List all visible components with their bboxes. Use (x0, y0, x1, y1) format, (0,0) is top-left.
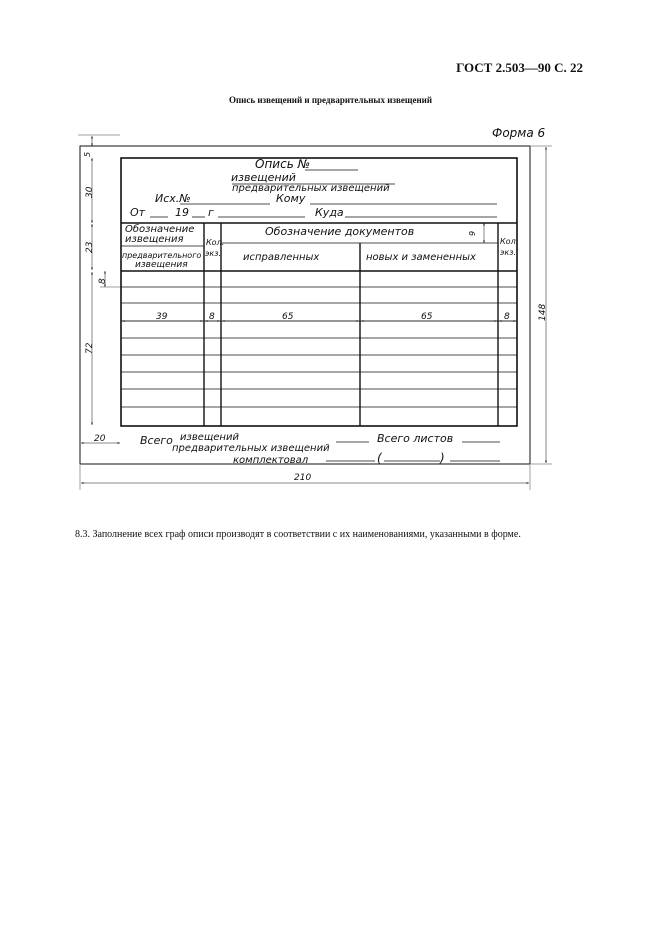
dim-8-b: 8 (504, 312, 510, 322)
total-l1: извещений (180, 432, 239, 443)
to-label: Кому (276, 192, 306, 205)
table-rows (121, 287, 517, 407)
col-qty-l1: Кол. (206, 238, 225, 247)
dim-30: 30 (85, 186, 95, 198)
col-qty2-l2: экз. (500, 248, 517, 257)
col-notice-l2: извещения (125, 234, 184, 245)
signature-open: ( (377, 451, 382, 465)
date-year: 19 (175, 206, 189, 219)
col-qty2-l1: Кол. (500, 237, 519, 246)
signature-close: ) (440, 451, 445, 465)
dim-39: 39 (156, 312, 168, 322)
col-qty-l2: экз. (205, 249, 222, 258)
dim-8-row: 8 (98, 278, 108, 284)
assembled-label: комплектовал (233, 455, 309, 466)
ref-label: Исх.№ (155, 192, 191, 205)
where-label: Куда (315, 206, 344, 219)
col-docs: Обозначение документов (265, 225, 415, 238)
col-notice-sub-l1: предварительного (122, 251, 202, 260)
dim-5: 5 (83, 151, 92, 157)
title-line2: предварительных извещений (232, 183, 390, 194)
total-l2: предварительных извещений (172, 443, 330, 454)
dim-23: 23 (85, 241, 95, 253)
dim-65-b: 65 (421, 312, 433, 322)
note-paragraph: 8.3. Заполнение всех граф описи производят в соответствии с их наименованиями, указанными в форме. (75, 529, 521, 540)
total-sheets-label: Всего листов (377, 432, 454, 445)
dim-65-a: 65 (282, 312, 294, 322)
dim-9: 9 (468, 230, 477, 236)
title-prefix: Опись № (255, 157, 311, 171)
date-suffix: г (208, 206, 214, 219)
dim-72: 72 (85, 342, 95, 354)
form-label: Форма 6 (492, 126, 546, 140)
dim-210: 210 (294, 473, 312, 483)
date-from-label: От (130, 206, 146, 219)
form-caption: Опись извещений и предварительных извещений (228, 95, 433, 105)
doc-reference: ГОСТ 2.503—90 С. 22 (456, 60, 583, 75)
col-corrected: исправленных (243, 252, 320, 263)
col-notice-l1: Обозначение (125, 224, 195, 235)
dim-148: 148 (538, 303, 548, 321)
dim-20: 20 (94, 434, 106, 444)
col-notice-sub-l2: извещения (135, 260, 188, 270)
total-label: Всего (140, 434, 173, 447)
dim-8-a: 8 (209, 312, 215, 322)
col-new: новых и замененных (366, 252, 476, 263)
title-line1: извещений (231, 171, 296, 184)
